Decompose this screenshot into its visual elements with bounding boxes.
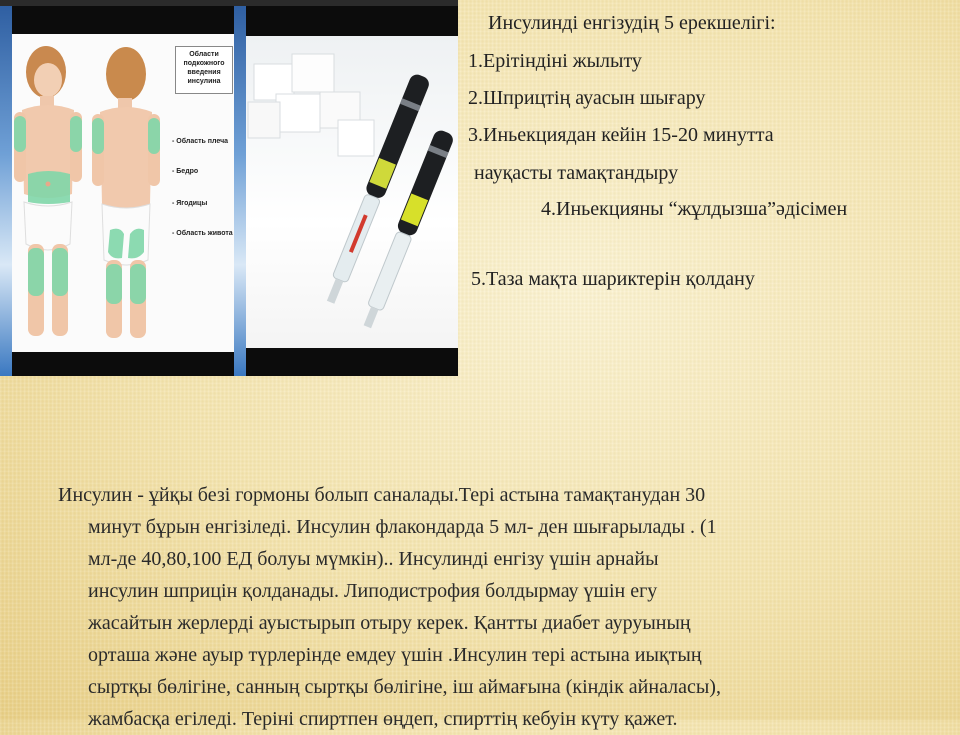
paragraph-line: жасайтын жерлерді ауыстырып отыру керек. Қантты диабет ауруының bbox=[88, 612, 691, 634]
paragraph-line: сыртқы бөлігіне, санның сыртқы бөлігіне, іш аймағына (кіндік айналасы), bbox=[88, 676, 721, 698]
paragraph-line: минут бұрын енгізіледі. Инсулин флакондарда 5 мл- ден шығарылады . (1 bbox=[88, 516, 717, 538]
child-back-figure bbox=[92, 47, 160, 338]
list-item-4: 4.Иньекцияны “жұлдызша”әдісімен bbox=[541, 198, 848, 220]
paragraph-line: орташа және ауыр түрлерінде емдеу үшін .Инсулин тері астына иықтың bbox=[88, 644, 702, 666]
list-item-3: 3.Иньекциядан кейін 15-20 минутта bbox=[468, 124, 774, 146]
sugar-and-pens-graphic bbox=[246, 36, 458, 348]
list-item-3-continuation: науқасты тамақтандыру bbox=[474, 162, 679, 184]
injection-sites-illustration bbox=[12, 34, 234, 352]
list-heading: Инсулинді енгізудің 5 ерекшелігі: bbox=[488, 12, 776, 34]
legend-title: Области подкожного введения инсулина bbox=[175, 46, 233, 94]
paragraph-line: жамбасқа егіледі. Теріні спиртпен өңдеп, спирттің кебуін күту қажет. bbox=[88, 708, 678, 730]
paragraph-line: инсулин шприцін қолданады. Липодистрофия болдырмау үшін егу bbox=[88, 580, 658, 602]
legend-item-thigh: - Бедро bbox=[172, 168, 199, 175]
insulin-pens-photo bbox=[246, 36, 458, 348]
image-background-strip bbox=[234, 6, 246, 376]
legend-item-shoulder: - Область плеча bbox=[172, 138, 229, 145]
insulin-description-paragraph bbox=[58, 479, 938, 735]
insulin-injection-image bbox=[0, 0, 458, 376]
sugar-cubes-icon bbox=[248, 54, 374, 156]
insulin-pen-2 bbox=[358, 128, 455, 330]
list-item-1: 1.Ерітіндіні жылыту bbox=[468, 50, 642, 72]
legend-item-buttocks: - Ягодицы bbox=[172, 200, 208, 207]
list-item-2: 2.Шприцтің ауасын шығару bbox=[468, 87, 706, 109]
paragraph-line: мл-де 40,80,100 ЕД болуы мүмкін).. Инсулинді енгізу үшін арнайы bbox=[88, 548, 659, 570]
legend-item-abdomen: - Область живота bbox=[172, 230, 233, 237]
image-background-strip bbox=[0, 6, 12, 376]
image-top-band bbox=[0, 0, 458, 6]
child-front-figure bbox=[14, 46, 82, 336]
list-item-5: 5.Таза мақта шариктерін қолдану bbox=[471, 268, 755, 290]
paragraph-line: Инсулин - ұйқы безі гормоны болып саналады.Тері астына тамақтанудан 30 bbox=[58, 484, 706, 506]
